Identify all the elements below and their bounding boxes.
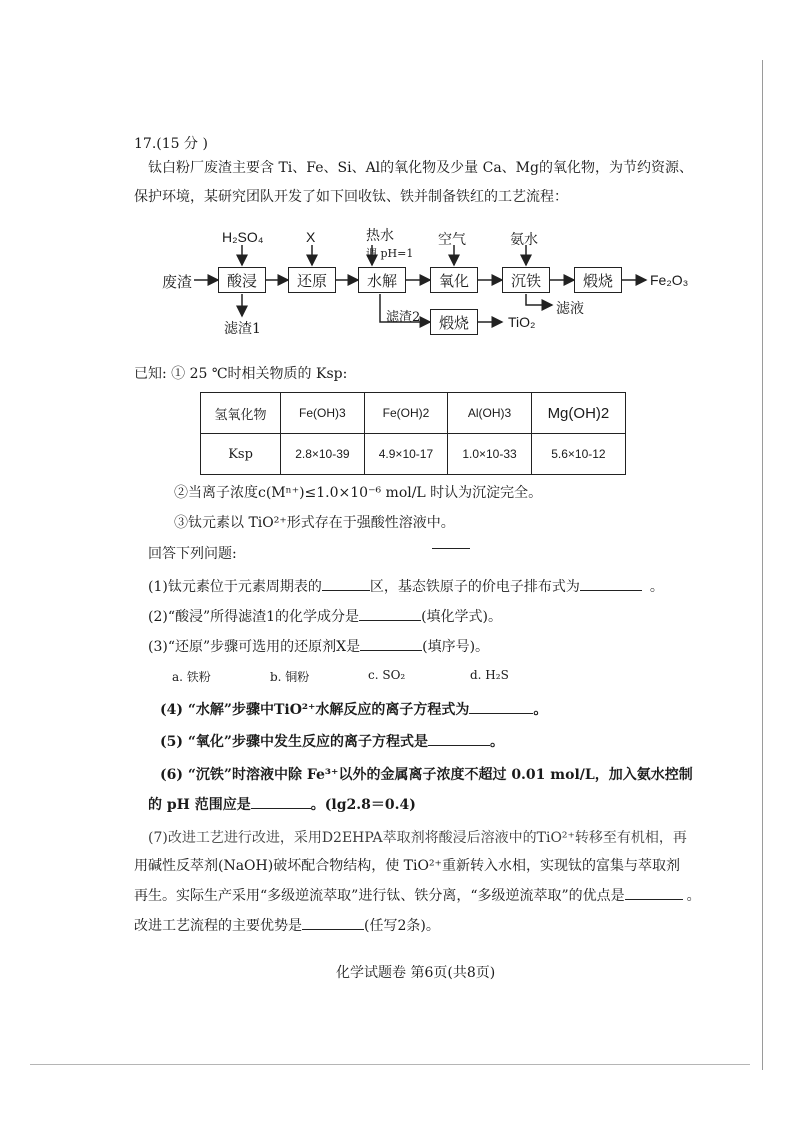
question-6-line2 xyxy=(148,794,416,814)
q2-blank[interactable] xyxy=(359,606,421,621)
q7-blank-advantage[interactable] xyxy=(625,885,683,900)
q6-text-b: 。(lg2.8＝0.4) xyxy=(310,797,416,813)
ksp-header-hydroxide: 氢氧化物 xyxy=(201,393,281,434)
question-5 xyxy=(160,731,504,751)
ksp-header-feoh2: Fe(OH)2 xyxy=(364,393,448,434)
q3-option-a: a. 铁粉 xyxy=(172,670,211,684)
question-intro-line1: 钛白粉厂废渣主要含 Ti、Fe、Si、Al的氧化物及少量 Ca、Mg的氧化物，为节约资源、 xyxy=(148,160,693,176)
ksp-table xyxy=(200,392,626,475)
q2-text-a: (2)“酸浸”所得滤渣1的化学成分是 xyxy=(148,609,360,625)
step-acid-leach: 酸浸 xyxy=(218,267,266,293)
ksp-header-aloh3: Al(OH)3 xyxy=(448,393,532,434)
q1-blank-config[interactable] xyxy=(580,576,642,591)
ksp-feoh2: 4.9×10-17 xyxy=(364,434,448,475)
q3-option-c: c. SO₂ xyxy=(368,668,406,682)
q4-text-b: 。 xyxy=(533,702,548,718)
question-7-line1: (7)改进工艺进行改进，采用D2EHPA萃取剂将酸浸后溶液中的TiO²⁺转移至有机相，再 xyxy=(148,830,687,846)
ksp-row-label: Ksp xyxy=(201,434,281,475)
answer-prompt: 回答下列问题: xyxy=(148,546,237,562)
step-oxidation: 氧化 xyxy=(430,267,478,293)
step-reduction: 还原 xyxy=(288,267,336,293)
ksp-table-header-row xyxy=(201,393,626,434)
q3-option-d: d. H₂S xyxy=(470,668,509,682)
product-fe2o3: Fe₂O₃ xyxy=(650,272,689,288)
question-intro-line2: 保护环境，某研究团队开发了如下回收钛、铁并制备铁红的工艺流程： xyxy=(134,189,568,205)
q7-line4-text-a: 改进工艺流程的主要优势是 xyxy=(134,918,302,934)
q3-text-b: (填序号)。 xyxy=(422,639,490,655)
hydrolysis-ph-note: 调 pH=1 xyxy=(366,247,414,260)
q6-blank[interactable] xyxy=(251,794,311,809)
step-iron-precipitation: 沉铁 xyxy=(502,267,550,293)
process-flow-diagram xyxy=(0,0,800,360)
q1-blank-block[interactable] xyxy=(322,576,370,591)
q7-line3-text-a: 再生。实际生产采用“多级逆流萃取”进行钛、铁分离，“多级逆流萃取”的优点是 xyxy=(134,888,625,904)
q2-text-b: (填化学式)。 xyxy=(421,609,502,625)
q4-blank[interactable] xyxy=(469,699,533,714)
question-4 xyxy=(160,699,547,719)
question-2 xyxy=(148,606,502,626)
question-number: 17.(15 分 ) xyxy=(134,136,208,152)
q4-text-a: (4) “水解”步骤中TiO²⁺水解反应的离子方程式为 xyxy=(160,702,470,718)
ksp-table-value-row xyxy=(201,434,626,475)
q1-text-c: 。 xyxy=(649,579,664,595)
flow-start-waste: 废渣 xyxy=(162,273,193,291)
q7-blank-benefits[interactable] xyxy=(302,915,364,930)
q6-text-a: 的 pH 范围应是 xyxy=(148,797,251,813)
q3-blank[interactable] xyxy=(360,636,422,651)
question-7-line3 xyxy=(134,885,701,905)
ksp-header-feoh3: Fe(OH)3 xyxy=(281,393,365,434)
product-tio2: TiO₂ xyxy=(508,314,536,330)
known-title: 已知: ① 25 ℃时相关物质的 Ksp: xyxy=(134,366,348,382)
stray-rule xyxy=(432,548,470,549)
question-7-line2: 用碱性反萃剂(NaOH)破坏配合物结构，使 TiO²⁺重新转入水相，实现钛的富集与萃取剂 xyxy=(134,858,680,874)
q5-blank[interactable] xyxy=(428,731,490,746)
scan-edge-bottom xyxy=(30,1064,750,1065)
question-1 xyxy=(148,576,664,596)
known-note-3: ③钛元素以 TiO²⁺形式存在于强酸性溶液中。 xyxy=(174,515,455,531)
q1-text-a: (1)钛元素位于元素周期表的 xyxy=(148,579,322,595)
q5-text-b: 。 xyxy=(489,734,504,750)
q5-text-a: (5) “氧化”步骤中发生反应的离子方程式是 xyxy=(160,734,428,750)
q3-option-b: b. 铜粉 xyxy=(270,670,310,684)
reagent-h2so4: H₂SO₄ xyxy=(222,229,264,245)
ksp-header-mgoh2: Mg(OH)2 xyxy=(531,393,625,434)
reagent-ammonia: 氨水 xyxy=(510,232,538,248)
q1-text-b: 区，基态铁原子的价电子排布式为 xyxy=(369,579,580,595)
filtrate: 滤液 xyxy=(556,301,584,317)
q7-line3-text-b: 。 xyxy=(686,888,701,904)
step-calcination: 煅烧 xyxy=(574,267,622,293)
q3-text-a: (3)“还原”步骤可选用的还原剂X是 xyxy=(148,639,361,655)
page-footer: 化学试题卷 第6页(共8页) xyxy=(336,965,496,981)
known-note-2: ②当离子浓度c(Mⁿ⁺)≤1.0×10⁻⁶ mol/L 时认为沉淀完全。 xyxy=(174,485,543,501)
step-hydrolysis: 水解 xyxy=(358,267,406,293)
ksp-aloh3: 1.0×10-33 xyxy=(448,434,532,475)
q7-line4-text-b: (任写2条)。 xyxy=(364,918,440,934)
reagent-x: X xyxy=(306,229,316,245)
question-6-line1: (6) “沉铁”时溶液中除 Fe³⁺以外的金属离子浓度不超过 0.01 mol/L，加入氨水控制 xyxy=(160,767,693,783)
residue-2: 滤渣2 xyxy=(386,310,421,325)
ksp-feoh3: 2.8×10-39 xyxy=(281,434,365,475)
question-7-line4 xyxy=(134,915,440,935)
reagent-air: 空气 xyxy=(438,232,466,248)
reagent-hot-water: 热水 xyxy=(366,228,394,244)
ksp-mgoh2: 5.6×10-12 xyxy=(531,434,625,475)
step-calcination-2: 煅烧 xyxy=(430,309,478,335)
residue-1: 滤渣1 xyxy=(224,321,261,337)
question-3 xyxy=(148,636,489,656)
